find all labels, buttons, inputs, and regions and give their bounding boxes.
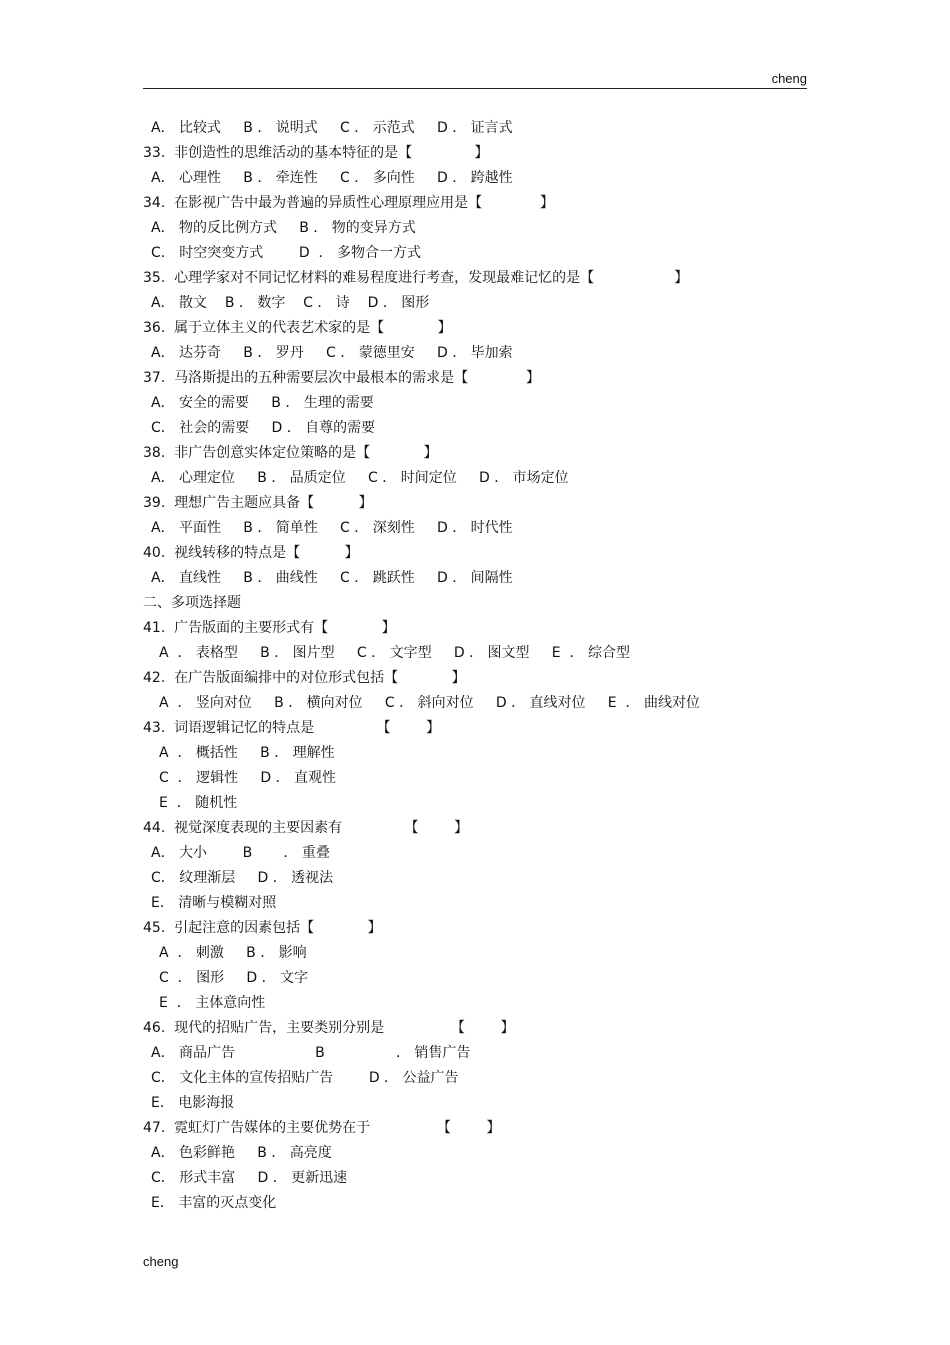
option-line: A． 直线性 B ． 曲线性 C ． 跳跃性 D ． 间隔性: [151, 570, 513, 586]
question-line: 44. 视觉深度表现的主要因素有 【 】: [143, 820, 469, 836]
option-line: A． 安全的需要 B ． 生理的需要: [151, 395, 374, 411]
question-line: 42. 在广告版面编排中的对位形式包括【 】: [143, 670, 466, 686]
option-line: A ． 竖向对位 B ． 横向对位 C ． 斜向对位 D ． 直线对位 E ． 曲线对位: [159, 695, 700, 711]
page-header-text: cheng: [771, 71, 807, 86]
option-line: A． 平面性 B ． 简单性 C ． 深刻性 D ． 时代性: [151, 520, 513, 536]
option-line: A． 色彩鲜艳 B ． 高亮度: [151, 1145, 332, 1161]
option-line: C ． 逻辑性 D ． 直观性: [159, 770, 337, 786]
page-footer-text: cheng: [143, 1254, 179, 1269]
question-line: 36. 属于立体主义的代表艺术家的是【 】: [143, 320, 452, 336]
option-line: C． 纹理渐层 D ． 透视法: [151, 870, 334, 886]
question-line: 37. 马洛斯提出的五种需要层次中最根本的需求是【 】: [143, 370, 541, 386]
option-line: E ． 随机性: [159, 795, 238, 811]
option-line: C． 文化主体的宣传招贴广告 D ． 公益广告: [151, 1070, 459, 1086]
question-line: 34. 在影视广告中最为普遍的异质性心理原理应用是【 】: [143, 195, 555, 211]
question-line: 47. 霓虹灯广告媒体的主要优势在于 【 】: [143, 1120, 501, 1136]
question-line: 46. 现代的招贴广告，主要类别分别是 【 】: [143, 1020, 515, 1036]
option-line: A． 商品广告 B ． 销售广告: [151, 1045, 471, 1061]
option-line: A． 大小 B ． 重叠: [151, 845, 330, 861]
option-line: C． 时空突变方式 D ． 多物合一方式: [151, 245, 421, 261]
question-line: 39. 理想广告主题应具备【 】: [143, 495, 373, 511]
question-line: 二、多项选择题: [143, 595, 241, 611]
header-divider: [143, 88, 807, 89]
option-line: E． 清晰与模糊对照: [151, 895, 277, 911]
option-line: A ． 刺激 B ． 影响: [159, 945, 307, 961]
question-line: 38. 非广告创意实体定位策略的是【 】: [143, 445, 438, 461]
option-line: A． 散文 B ． 数字 C ． 诗 D ． 图形: [151, 295, 430, 311]
question-line: 40. 视线转移的特点是【 】: [143, 545, 359, 561]
option-line: C． 社会的需要 D ． 自尊的需要: [151, 420, 376, 436]
option-line: A ． 概括性 B ． 理解性: [159, 745, 335, 761]
option-line: A． 比较式 B ． 说明式 C ． 示范式 D ． 证言式: [151, 120, 513, 136]
option-line: A． 物的反比例方式 B ． 物的变异方式: [151, 220, 416, 236]
question-list: [143, 116, 823, 1216]
question-line: 33. 非创造性的思维活动的基本特征的是【 】: [143, 145, 489, 161]
option-line: E ． 主体意向性: [159, 995, 266, 1011]
option-line: E． 丰富的灭点变化: [151, 1195, 277, 1211]
option-line: A ． 表格型 B ． 图片型 C ． 文字型 D ． 图文型 E ． 综合型: [159, 645, 630, 661]
option-line: A． 心理性 B ． 牵连性 C ． 多向性 D ． 跨越性: [151, 170, 513, 186]
question-line: 41. 广告版面的主要形式有【 】: [143, 620, 396, 636]
option-line: A． 心理定位 B ． 品质定位 C ． 时间定位 D ． 市场定位: [151, 470, 569, 486]
option-line: A． 达芬奇 B ． 罗丹 C ． 蒙德里安 D ． 毕加索: [151, 345, 513, 361]
option-line: C． 形式丰富 D ． 更新迅速: [151, 1170, 348, 1186]
option-line: E． 电影海报: [151, 1095, 235, 1111]
option-line: C ． 图形 D ． 文字: [159, 970, 309, 986]
question-line: 43. 词语逻辑记忆的特点是 【 】: [143, 720, 441, 736]
question-line: 35. 心理学家对不同记忆材料的难易程度进行考查，发现最难记忆的是【 】: [143, 270, 689, 286]
question-line: 45. 引起注意的因素包括【 】: [143, 920, 382, 936]
